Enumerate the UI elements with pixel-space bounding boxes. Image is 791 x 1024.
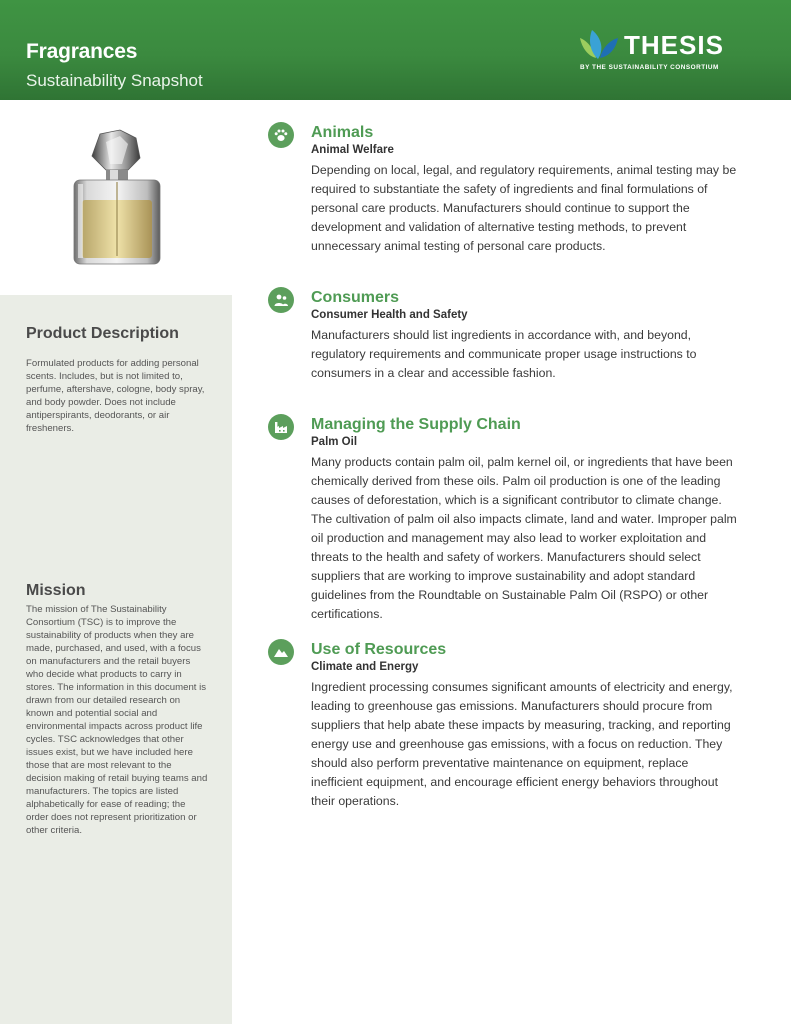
mission-text: The mission of The Sustainability Consortium (TSC) is to improve the sustainability of products when they are made, purchased, and used, with a focus on manufacturers and the retail buyers who decide what products to carry in stores. The information in this document is drawn from our detailed research on known and potential social and environmental impacts across product life cycles. TSC acknowledges that other issues exist, but we have included here those that are most relevant to the decision making of retail buying teams and manufacturers. The topics are listed alphabetically for ease of reading; the order does not represent prioritization or other criteria. bbox=[26, 604, 208, 836]
mission-heading: Mission bbox=[26, 582, 86, 599]
product-description-heading: Product Description bbox=[26, 325, 179, 342]
logo-wordmark: THESIS bbox=[624, 30, 724, 60]
section-subtitle: Animal Welfare bbox=[311, 144, 394, 156]
section-subtitle: Climate and Energy bbox=[311, 661, 419, 673]
sidebar-panel bbox=[0, 295, 232, 1024]
header-band bbox=[0, 0, 791, 100]
page-title: Fragrances bbox=[26, 40, 138, 63]
section-body: Ingredient processing consumes significant amounts of electricity and energy, leading to greenhouse gas emissions. Manufacturers should procure from suppliers that help abate these impacts by measuring, tracking, and reporting energy use and greenhouse gas emissions, with a focus on reduction. They should also perform preventative maintenance on equipment, replace inefficient equipment, and encourage efficient energy behaviors throughout their operations. bbox=[311, 680, 733, 808]
people-icon bbox=[268, 287, 294, 313]
paw-icon bbox=[268, 122, 294, 148]
perfume-bottle-image bbox=[62, 128, 172, 268]
page-subtitle: Sustainability Snapshot bbox=[26, 71, 203, 90]
section-title: Animals bbox=[311, 124, 374, 141]
section-subtitle: Palm Oil bbox=[311, 436, 358, 448]
product-description-text: Formulated products for adding personal scents. Includes, but is not limited to, perfume, aftershave, cologne, body spray, and body powder. Does not include antiperspirants, deodorants, or air fresheners. bbox=[26, 358, 205, 434]
leaves-logo-icon bbox=[576, 28, 622, 60]
section-body: Many products contain palm oil, palm kernel oil, or ingredients that have been chemically derived from these oils. Palm oil production is one of the leading causes of deforestation, which is a significant contributor to climate change. The cultivation of palm oil also impacts climate, land and water. Improper palm oil production and management may also lead to worker exploitation and threats to the health and safety of workers. Manufacturers should select suppliers that are working to improve sustainability and adopt standard guidelines from the Roundtable on Sustainable Palm Oil (RSPO) or other certifications. bbox=[311, 455, 737, 621]
logo-tagline: BY THE SUSTAINABILITY CONSORTIUM bbox=[580, 64, 719, 71]
thesis-logo bbox=[576, 28, 746, 76]
mountain-icon bbox=[268, 639, 294, 665]
section-subtitle: Consumer Health and Safety bbox=[311, 309, 468, 321]
section-title: Managing the Supply Chain bbox=[311, 416, 521, 433]
section-body: Depending on local, legal, and regulatory requirements, animal testing may be required to substantiate the safety of ingredients and final formulations of personal care products. Manufacturers should continue to support the development and validation of alternative testing methods, to prevent unnecessary animal testing of personal care products. bbox=[311, 163, 737, 253]
section-title: Consumers bbox=[311, 289, 400, 306]
section-body: Manufacturers should list ingredients in accordance with, and beyond, regulatory requirements and communicate proper usage instructions to consumers in a clear and accessible fashion. bbox=[311, 328, 697, 380]
section-title: Use of Resources bbox=[311, 641, 447, 658]
factory-icon bbox=[268, 414, 294, 440]
